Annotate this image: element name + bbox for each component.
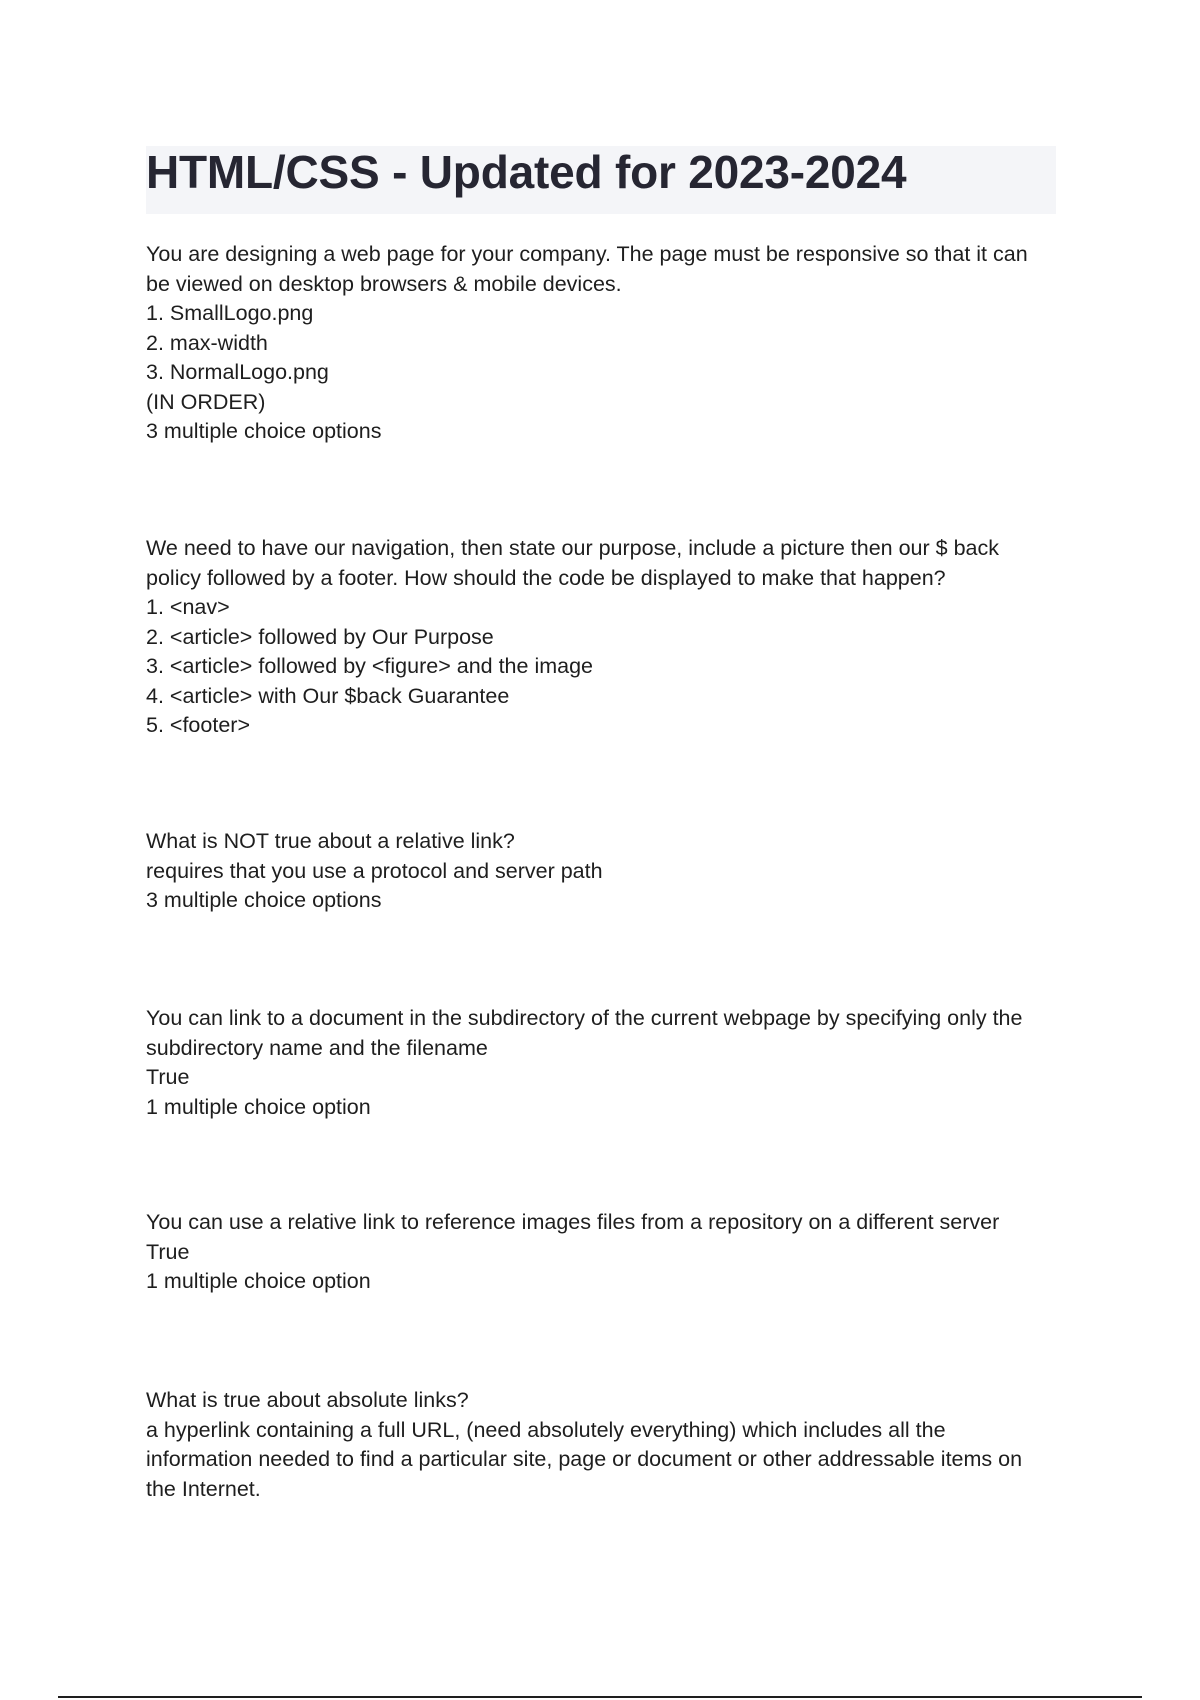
text-line: 3. NormalLogo.png: [146, 360, 329, 384]
text-line: information needed to find a particular site, page or document or other addressable items on: [146, 1447, 1023, 1471]
text-line: 3. <article> followed by <figure> and the image: [146, 654, 594, 678]
footer-divider: [58, 1696, 1142, 1698]
text-line: (IN ORDER): [146, 389, 266, 414]
page-title: HTML/CSS - Updated for 2023-2024: [146, 146, 907, 198]
text-line: 1 multiple choice option: [146, 1094, 371, 1119]
text-line: 4. <article> with Our $back Guarantee: [146, 683, 510, 708]
text-line: What is NOT true about a relative link?: [146, 829, 515, 853]
text-line: You can use a relative link to reference images files from a repository on a different server: [146, 1210, 1000, 1234]
text-line: 1. SmallLogo.png: [146, 301, 314, 325]
text-line: 1. <nav>: [146, 595, 230, 619]
text-line: 2. max-width: [146, 330, 268, 355]
question-block-3: [146, 827, 1076, 916]
text-line: You can link to a document in the subdirectory of the current webpage by specifying only the: [146, 1006, 1023, 1030]
text-line: 1 multiple choice option: [146, 1269, 371, 1293]
text-line: policy followed by a footer. How should the code be displayed to make that happen?: [146, 565, 946, 590]
text-line: 3 multiple choice options: [146, 419, 382, 443]
text-line: requires that you use a protocol and server path: [146, 858, 603, 883]
text-line: the Internet.: [146, 1476, 261, 1501]
question-block-6: [146, 1386, 1076, 1504]
text-line: You are designing a web page for your company. The page must be responsive so that it can: [146, 242, 1028, 266]
text-line: 5. <footer>: [146, 713, 250, 737]
text-line: 2. <article> followed by Our Purpose: [146, 624, 494, 649]
question-block-5: [146, 1208, 1076, 1297]
question-block-1: [146, 240, 1076, 447]
text-line: 3 multiple choice options: [146, 888, 382, 912]
text-line: subdirectory name and the filename: [146, 1035, 488, 1060]
text-line: We need to have our navigation, then state our purpose, include a picture then our $ back: [146, 536, 999, 560]
question-block-2: [146, 534, 1076, 741]
text-line: What is true about absolute links?: [146, 1388, 469, 1412]
text-line: be viewed on desktop browsers & mobile devices.: [146, 271, 622, 296]
question-block-4: [146, 1004, 1076, 1122]
text-line: a hyperlink containing a full URL, (need absolutely everything) which includes all the: [146, 1417, 946, 1442]
text-line: True: [146, 1065, 190, 1089]
text-line: True: [146, 1239, 190, 1264]
